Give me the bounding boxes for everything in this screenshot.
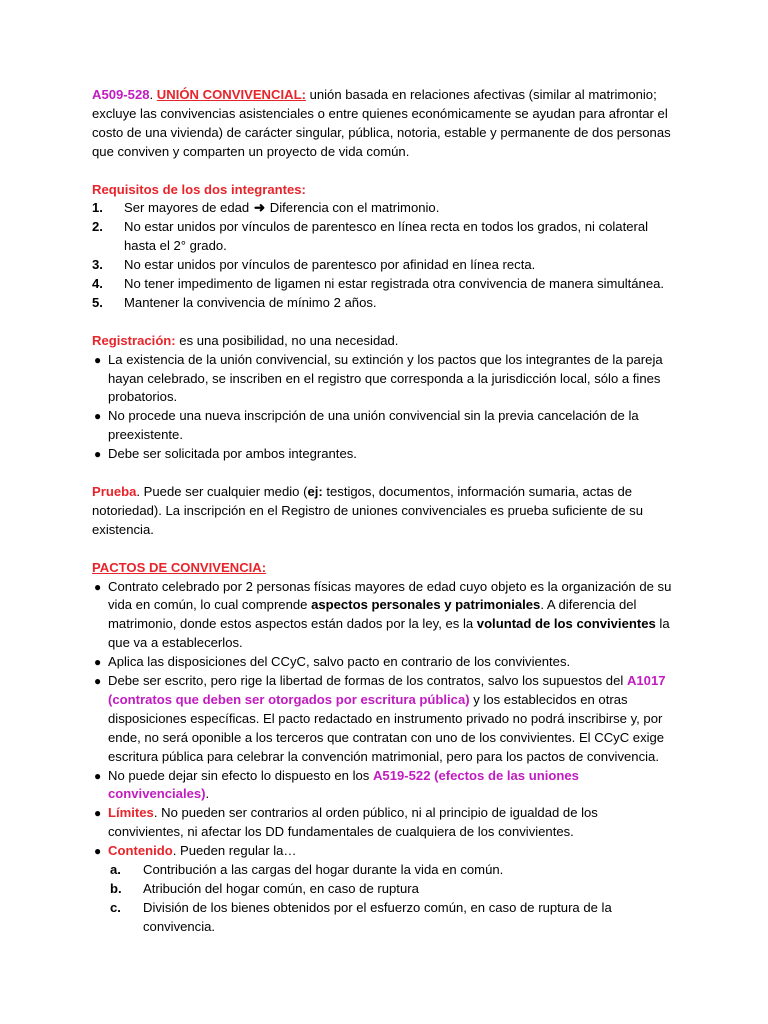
document-body <box>92 86 676 937</box>
article-reference-a519-522: A519-522 (efectos de las uniones convivenciales) <box>108 767 579 802</box>
bullet-icon: ● <box>94 655 102 670</box>
bullet-icon: ● <box>94 806 102 821</box>
requisitos-list <box>92 199 676 312</box>
list-item-text: Debe ser solicitada por ambos integrantes. <box>108 446 357 462</box>
intro-separator: . <box>149 87 157 102</box>
bullet-icon: ● <box>94 579 102 594</box>
article-reference-a1017: A1017 (contratos que deben ser otorgados por escritura pública) <box>108 673 666 707</box>
requisitos-item-2 <box>92 218 676 256</box>
contenido-subitem-c <box>92 899 676 937</box>
pactos-item3-text-1: Debe ser escrito, pero rige la libertad de formas de los contratos, salvo los supuestos del <box>108 673 627 689</box>
contenido-subitem-b <box>92 880 676 899</box>
limites-text: . No pueden ser contrarios al orden público, ni al principio de igualdad de los convivientes, ni afectar los DD fundamentales de cualquiera de los convivientes. <box>108 805 598 840</box>
requisitos-heading: Requisitos de los dos integrantes: <box>92 181 306 197</box>
pactos-item-escrito <box>92 672 676 767</box>
requisitos-item-1 <box>92 199 676 218</box>
registracion-heading: Registración: <box>92 332 176 348</box>
contenido-text: . Pueden regular la… <box>172 843 297 859</box>
registracion-item <box>92 445 676 464</box>
pactos-item4-text-1: No puede dejar sin efecto lo dispuesto en los <box>108 767 373 783</box>
list-item-text-pre: Ser mayores de edad <box>124 200 253 216</box>
bullet-icon: ● <box>94 844 102 859</box>
list-item-text: Aplica las disposiciones del CCyC, salvo pacto en contrario de los convivientes. <box>108 654 571 670</box>
requisitos-item-3 <box>92 256 676 275</box>
list-marker: a. <box>110 862 121 878</box>
list-item-text: No estar unidos por vínculos de parentesco en línea recta en todos los grados, ni colateral hasta el 2° grado. <box>124 219 649 254</box>
prueba-text-2: testigos, documentos, información sumaria, actas de notoriedad). La inscripción en el Registro de uniones convivenciales es prueba suficiente de su existencia. <box>92 483 643 537</box>
pactos-item-contrato <box>92 578 676 654</box>
requisitos-item-5 <box>92 294 676 313</box>
list-item-text: No procede una nueva inscripción de una unión convivencial sin la previa cancelación de la preexistente. <box>108 408 639 443</box>
list-marker: c. <box>110 899 121 915</box>
voluntad-convivientes: voluntad de los convivientes <box>476 616 656 632</box>
aspectos-personales-patrimoniales: aspectos personales y patrimoniales <box>311 597 541 613</box>
list-marker: b. <box>110 881 122 896</box>
list-item-text: No estar unidos por vínculos de parentesco por afinidad en línea recta. <box>124 257 536 273</box>
pactos-item-contenido <box>92 842 676 861</box>
pactos-list <box>92 578 676 862</box>
spacer <box>92 313 676 332</box>
prueba-paragraph <box>92 483 676 540</box>
list-item-text: Contribución a las cargas del hogar durante la vida en común. <box>143 862 504 878</box>
list-item-text: La existencia de la unión convivencial, su extinción y los pactos que los integrantes de la pareja hayan celebrado, se inscriben en el registro que corresponda a la jurisdicción local, sólo a fines probatorios. <box>108 351 663 405</box>
list-marker: 3. <box>92 257 103 273</box>
list-item-text: Mantener la convivencia de mínimo 2 años. <box>124 294 377 310</box>
contenido-sublist <box>92 861 676 937</box>
article-reference-a509-528: A509-528 <box>92 87 150 102</box>
list-item-text-post: Diferencia con el matrimonio. <box>266 200 440 216</box>
prueba-ej-label: ej: <box>307 483 323 499</box>
registracion-heading-line <box>92 332 676 351</box>
contenido-subitem-a <box>92 861 676 880</box>
list-marker: 1. <box>92 200 103 216</box>
intro-paragraph <box>92 86 676 162</box>
pactos-item3-text-2: y los establecidos en otras disposiciones específicas. El pacto redactado en instrumento privado no podrá inscribirse y, por ende, no será oponible a los terceros que contratan con uno de los convivientes. El CCyC exige escritura pública para celebrar la convención matrimonial, pero para los pactos de convivencia. <box>108 691 665 764</box>
contenido-label: Contenido <box>108 843 173 859</box>
registracion-item <box>92 407 676 445</box>
list-item-text: División de los bienes obtenidos por el esfuerzo común, en caso de ruptura de la convivencia. <box>143 899 612 934</box>
bullet-icon: ● <box>94 447 102 462</box>
union-convivencial-heading: UNIÓN CONVIVENCIAL: <box>156 87 306 102</box>
list-item-text: Atribución del hogar común, en caso de ruptura <box>143 881 419 896</box>
pactos-item-sin-efecto <box>92 767 676 805</box>
pactos-item-disposiciones <box>92 653 676 672</box>
spacer <box>92 464 676 483</box>
bullet-icon: ● <box>94 768 102 783</box>
arrow-right-icon: ➜ <box>253 200 266 216</box>
list-marker: 4. <box>92 276 103 292</box>
registracion-list <box>92 351 676 464</box>
pactos-item-limites <box>92 804 676 842</box>
prueba-text-1: . Puede ser cualquier medio ( <box>136 483 308 499</box>
list-marker: 2. <box>92 219 103 235</box>
requisitos-item-4 <box>92 275 676 294</box>
bullet-icon: ● <box>94 409 102 424</box>
limites-label: Límites <box>108 805 154 821</box>
registracion-item <box>92 351 676 408</box>
pactos-item4-text-2: . <box>205 786 210 802</box>
intro-text: unión basada en relaciones afectivas (similar al matrimonio; excluye las convivencias asistenciales o entre quienes económicamente se ayudan para afrontar el costo de una vivienda) de carácter singular, pública, notoria, estable y permanente de dos personas que conviven y comparten un proyecto de vida común. <box>92 87 671 159</box>
prueba-heading: Prueba <box>92 483 137 499</box>
list-item-text: No tener impedimento de ligamen ni estar registrada otra convivencia de manera simultánea. <box>124 276 665 292</box>
pactos-item1-text-2: . A diferencia del matrimonio, donde estos aspectos están dados por la ley, es la <box>108 597 637 632</box>
spacer <box>92 162 676 181</box>
bullet-icon: ● <box>94 674 102 689</box>
pactos-item1-text-1: Contrato celebrado por 2 personas físicas mayores de edad cuyo objeto es la organización de su vida en común, lo cual comprende <box>108 578 672 613</box>
pactos-item1-text-3: la que va a establecerlos. <box>108 616 670 651</box>
spacer <box>92 540 676 559</box>
pactos-heading: PACTOS DE CONVIVENCIA: <box>92 559 267 575</box>
registracion-heading-rest: es una posibilidad, no una necesidad. <box>175 332 399 348</box>
bullet-icon: ● <box>94 352 102 367</box>
list-marker: 5. <box>92 294 103 310</box>
